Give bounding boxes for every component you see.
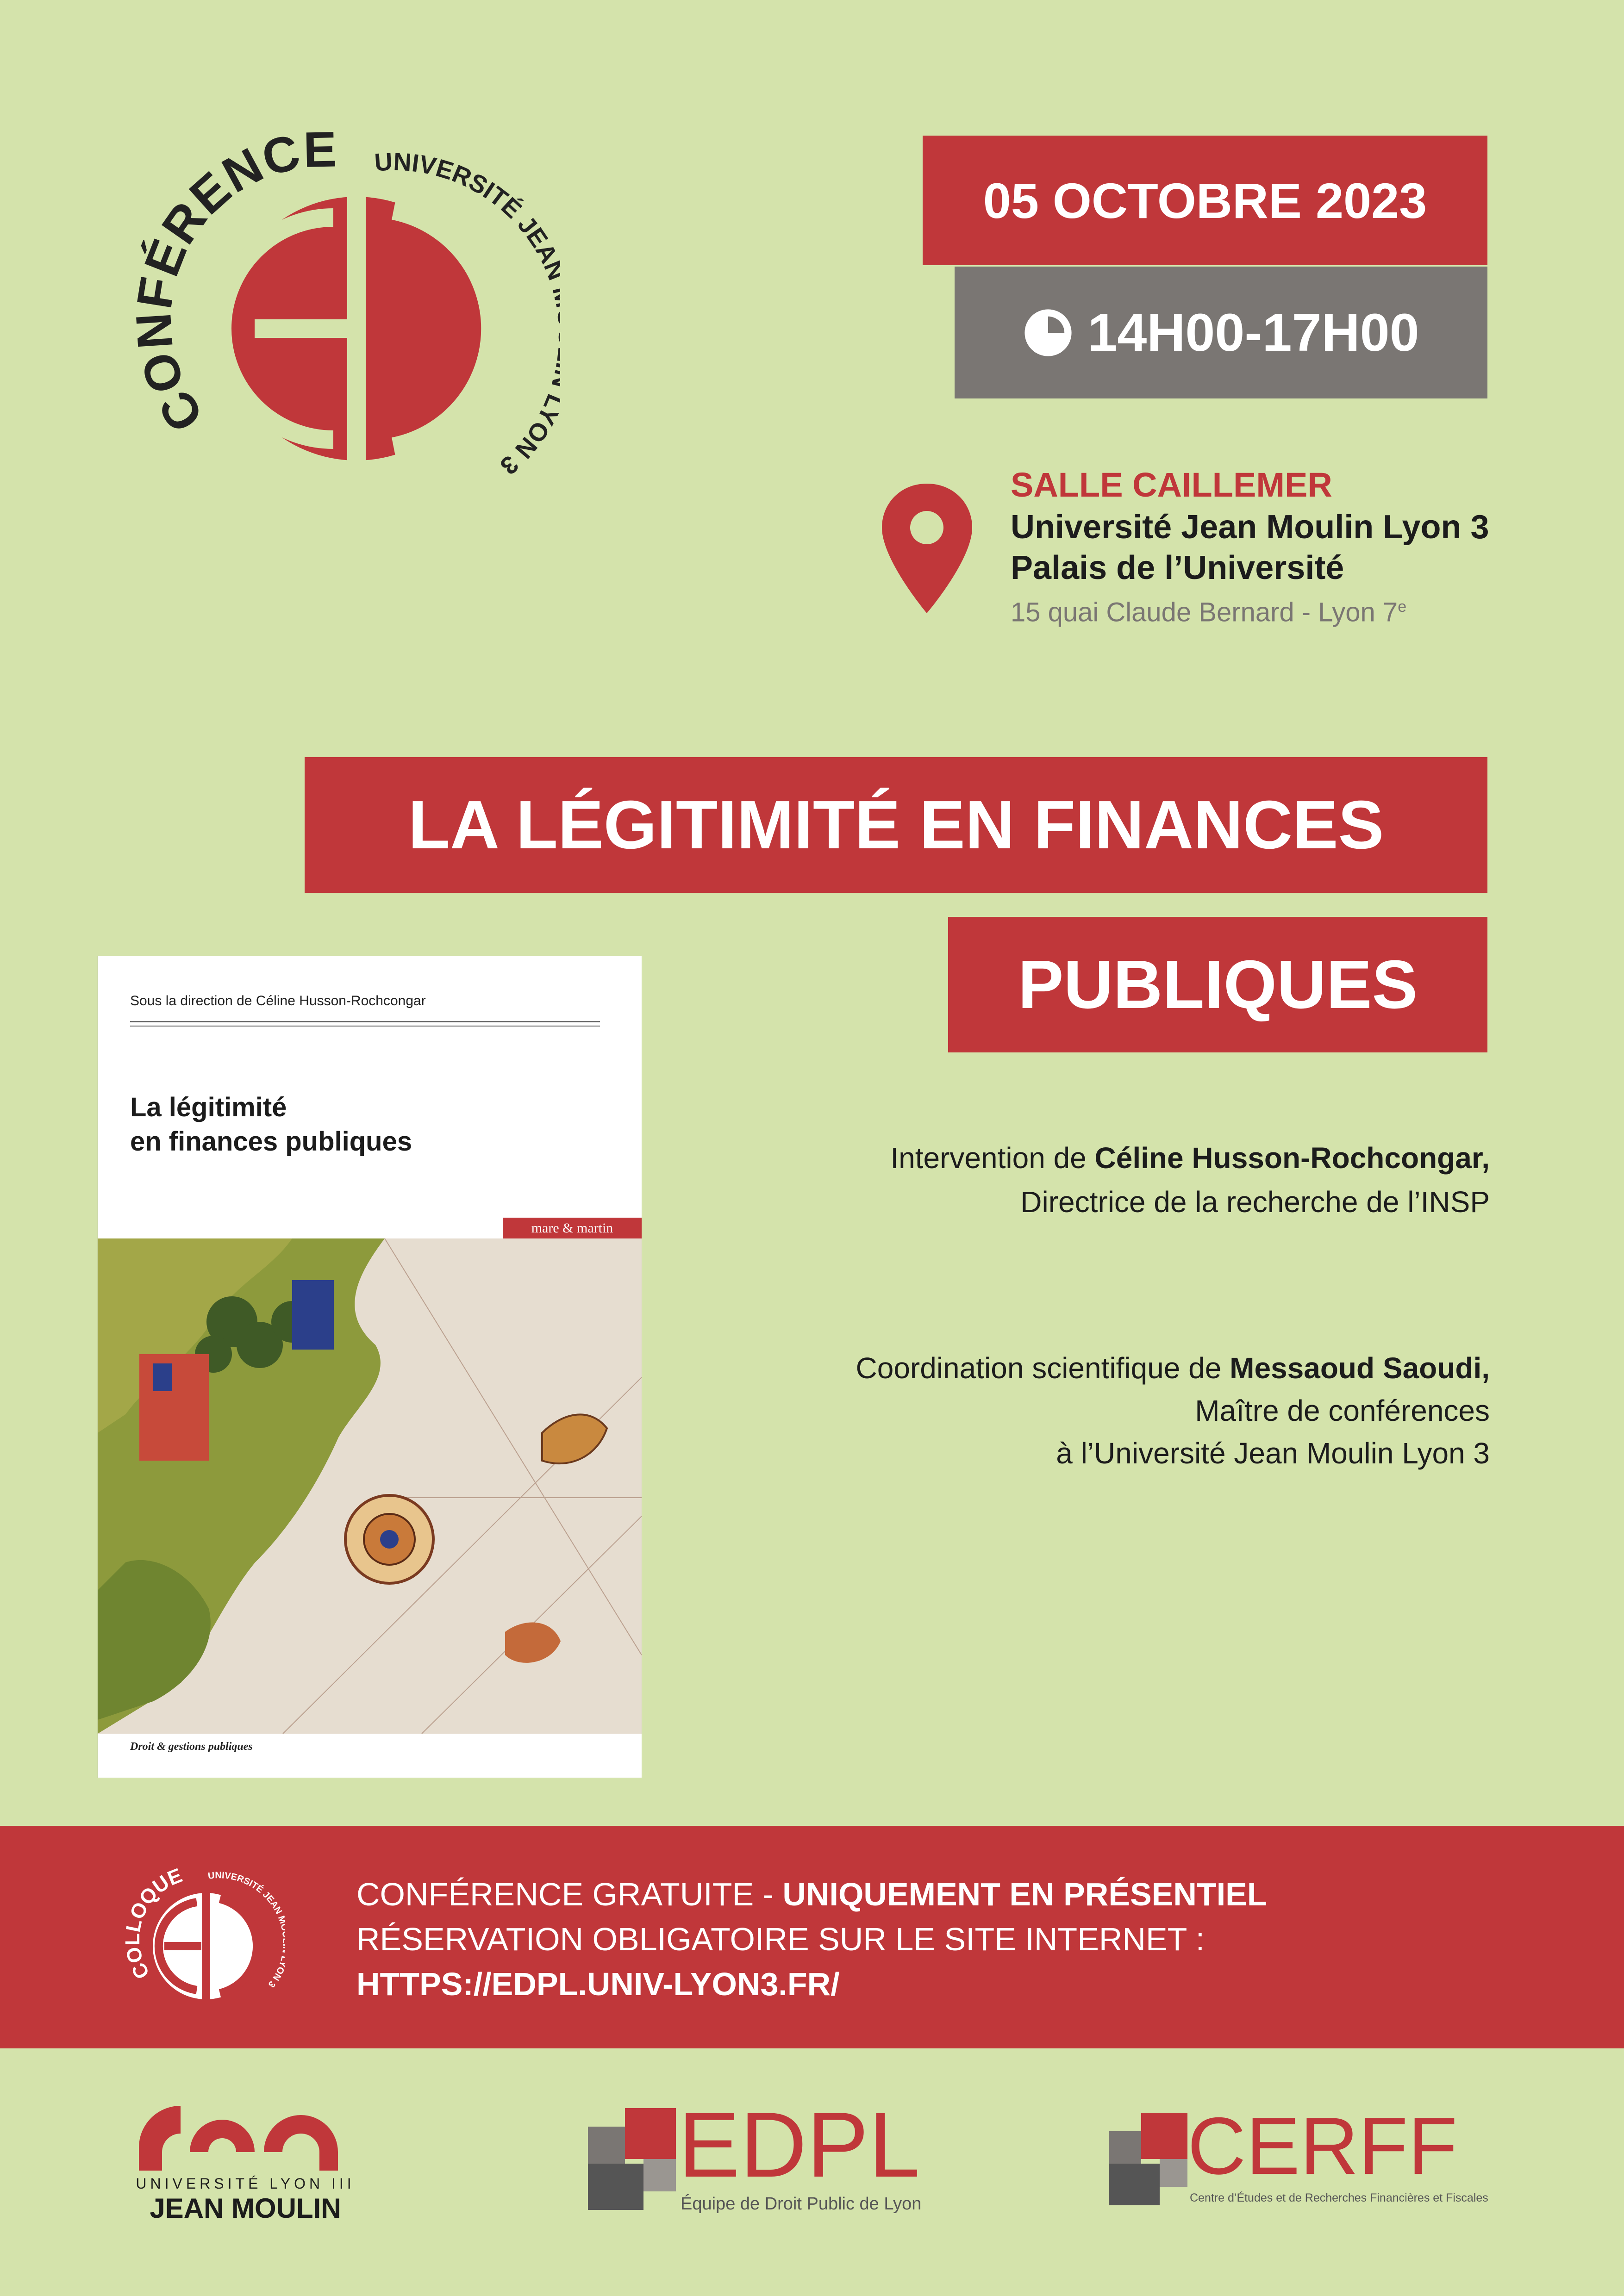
university-name: Université Jean Moulin Lyon 3 — [1011, 509, 1489, 546]
palace-name: Palais de l’Université — [1011, 549, 1344, 586]
coordination-role2: à l’Université Jean Moulin Lyon 3 — [1056, 1437, 1490, 1470]
title-line1-box — [305, 757, 1487, 893]
book-title — [130, 1090, 412, 1159]
publisher-name: mare & martin — [531, 1220, 613, 1236]
free-conference-text: CONFÉRENCE GRATUITE - — [356, 1876, 783, 1912]
coordination-role1: Maître de conférences — [1195, 1394, 1490, 1427]
title-line2-box — [948, 917, 1487, 1052]
edpl-squares-icon — [588, 2108, 676, 2210]
address-text: 15 quai Claude Bernard - Lyon 7 — [1011, 597, 1398, 628]
book-title-line2: en finances publiques — [130, 1126, 412, 1157]
event-date: 05 OCTOBRE 2023 — [983, 172, 1427, 229]
book-direction: Sous la direction de Céline Husson-Rochcongar — [130, 993, 426, 1008]
publisher-band — [503, 1218, 642, 1238]
coordination-name: Messaoud Saoudi, — [1230, 1351, 1490, 1385]
cerff-subtitle: Centre d’Études et de Recherches Financières et Fiscales — [1190, 2191, 1488, 2204]
book-cover-map-illustration — [98, 1238, 642, 1734]
badge-word-left: COLLOQUE — [121, 1864, 186, 1983]
intervention-line — [890, 1136, 1490, 1180]
conference-logo — [116, 111, 560, 555]
ujm-arches-icon — [134, 2092, 356, 2171]
edpl-name: EDPL — [678, 2093, 920, 2196]
coordination-line — [856, 1347, 1490, 1389]
book-rule — [130, 1021, 600, 1022]
speaker-intervention — [890, 1136, 1490, 1224]
registration-line2: RÉSERVATION OBLIGATOIRE SUR LE SITE INTERNET : — [356, 1921, 1205, 1957]
colloque-badge — [118, 1858, 285, 2025]
address-superscript: e — [1398, 598, 1407, 616]
cerff-name: CERFF — [1187, 2101, 1458, 2191]
room-name: SALLE CAILLEMER — [1011, 466, 1332, 504]
badge-word-right: UNIVERSITÉ JEAN N 3 — [207, 1870, 284, 1990]
intervention-name: Céline Husson-Rochcongar, — [1094, 1141, 1490, 1175]
logo-word-right: UNIVERSITÉ JEA ON 3 — [374, 148, 560, 480]
title-line1: LA LÉGITIMITÉ EN FINANCES — [408, 786, 1384, 863]
clock-icon — [1023, 307, 1074, 358]
edpl-subtitle: Équipe de Droit Public de Lyon — [681, 2194, 922, 2214]
in-person-only-text: UNIQUEMENT EN PRÉSENTIEL — [782, 1876, 1267, 1912]
book-title-line1: La légitimité — [130, 1092, 287, 1122]
edpl-logo — [588, 2093, 940, 2219]
location-block — [1011, 463, 1489, 631]
ujm-line2: JEAN MOULIN — [150, 2193, 341, 2224]
ujm-line1: UNIVERSITÉ LYON III — [136, 2175, 355, 2192]
registration-text — [356, 1872, 1267, 2007]
event-time: 14H00-17H00 — [1087, 303, 1419, 362]
date-box — [923, 136, 1487, 265]
title-line2: PUBLIQUES — [1018, 946, 1418, 1023]
logo-word-left: CONFÉRENCE — [125, 121, 338, 442]
speaker-coordination — [856, 1347, 1490, 1475]
intervention-role: Directrice de la recherche de l’INSP — [1020, 1185, 1490, 1219]
registration-line1 — [356, 1872, 1267, 1917]
location-pin-icon — [880, 481, 974, 616]
intervention-prefix: Intervention de — [890, 1141, 1095, 1175]
time-box — [955, 267, 1487, 398]
registration-band — [0, 1826, 1624, 2048]
registration-url[interactable]: HTTPS://EDPL.UNIV-LYON3.FR/ — [356, 1966, 840, 2002]
book-cover — [98, 956, 642, 1778]
coordination-prefix: Coordination scientifique de — [856, 1351, 1230, 1385]
address — [1011, 588, 1489, 631]
book-collection: Droit & gestions publiques — [130, 1741, 253, 1753]
cerff-logo — [1109, 2101, 1493, 2219]
ujm-logo — [134, 2092, 356, 2224]
cerff-squares-icon — [1109, 2113, 1187, 2205]
book-rule — [130, 1026, 600, 1027]
